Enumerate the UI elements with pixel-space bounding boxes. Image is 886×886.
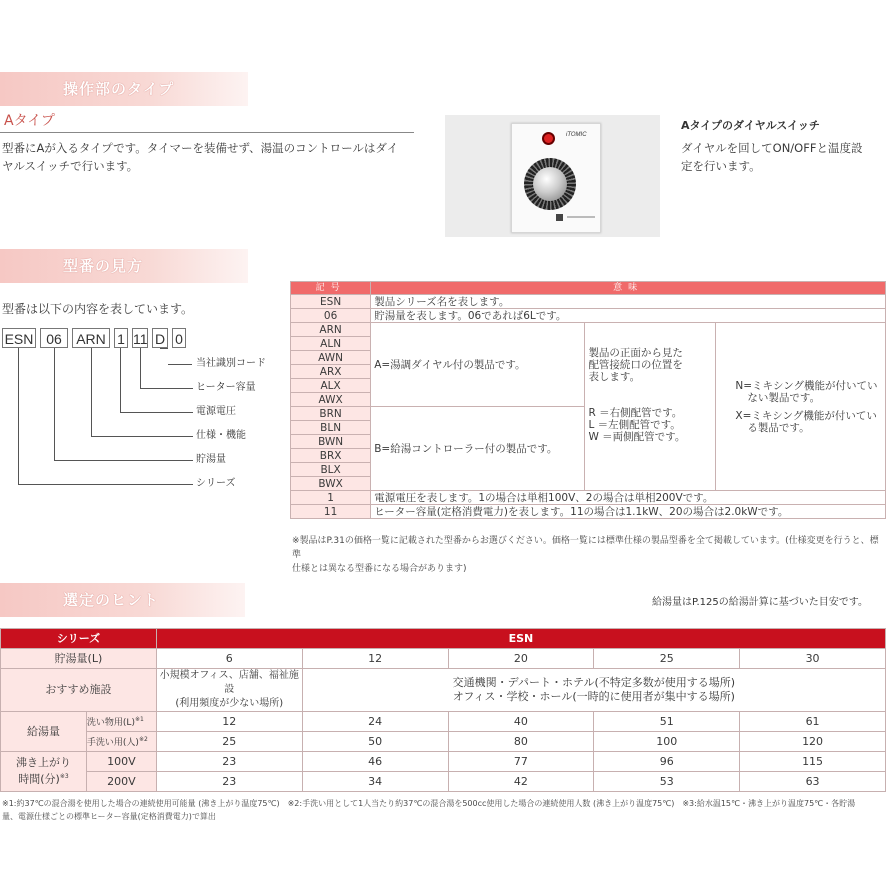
table-header-row (291, 282, 886, 295)
header-meaning: 意味 (371, 282, 886, 295)
a-type-cell: A=湯調ダイヤル付の製品です。 (371, 323, 585, 407)
bracket-series (18, 348, 193, 485)
caption-title: Aタイプのダイヤルスイッチ (681, 119, 820, 132)
b-type-cell: B=給湯コントローラー付の製品です。 (371, 407, 585, 491)
dial-knob-icon (533, 167, 567, 201)
series-label: シリーズ (1, 629, 157, 649)
table-row: 11 ヒーター容量(定格消費電力)を表します。11の場合は1.1kW、20の場合は2.0kWです。 (291, 505, 886, 519)
capacity-row: 貯湯量(L) 6 12 20 25 30 (1, 649, 886, 669)
position-rlw-cell: R ＝右側配管です。 L ＝左側配管です。 W ＝両側配管です。 (585, 407, 716, 491)
wash-row: 給湯量 洗い物用$(L)^{※1}$ 12 24 40 51 61 (1, 712, 886, 732)
table-row: ALX (291, 379, 886, 393)
label-heater: ヒーター容量 (196, 382, 256, 393)
panel-print (567, 216, 595, 218)
position-desc-cell: 製品の正面から見た 配管接続口の位置を 表します。 (585, 323, 716, 407)
label-series: シリーズ (196, 478, 236, 489)
code-maker-0: 0 (172, 328, 186, 348)
label-capacity: 貯湯量 (196, 454, 226, 465)
power-lamp-icon (542, 132, 555, 145)
hint-basis-note: 給湯量はP.125の給湯計算に基づいた目安です。 (652, 597, 868, 608)
code-capacity: 06 (40, 328, 68, 348)
section-band-model (0, 249, 248, 283)
code-function: ARN (72, 328, 110, 348)
hand-row: 手洗い用(人)$^{※2}$ 25 50 80 100 120 (1, 732, 886, 752)
facility-row: おすすめ施設 小規模オフィス、店舗、福祉施設 (利用頻度が少ない場所) 交通機関・デパート・ホテル(不特定多数が使用する場所) オフィス・学校・ホール(一時的に使用者が集中する場所) (1, 669, 886, 712)
boil-200v-row: 200V 23 34 42 53 63 (1, 772, 886, 792)
label-maker-code: 当社識別コード (196, 358, 266, 369)
table-row: ALN (291, 337, 886, 351)
label-voltage: 電源電圧 (196, 406, 236, 417)
section-title-operation: 操作部のタイプ (63, 80, 175, 98)
label-function: 仕様・機能 (196, 430, 246, 441)
table-row: 06 貯湯量を表します。06であれば6Lです。 (291, 309, 886, 323)
table-row: ARN A=湯調ダイヤル付の製品です。 製品の正面から見た 配管接続口の位置を 表します。 N=ミキシング機能が付いてい ない製品です。 X=ミキシング機能が付いてい る製品です。 (291, 323, 886, 337)
table-row: ESN 製品シリーズ名を表します。 (291, 295, 886, 309)
table-row: BWN (291, 435, 886, 449)
type-heading: Aタイプ (4, 113, 55, 129)
type-description: 型番にAが入るタイプです。タイマーを装備せず、湯温のコントロールはダイ ヤルスイッチで行います。 (2, 141, 399, 173)
code-heater: 11 (132, 328, 148, 348)
table-row: BRN B=給湯コントローラー付の製品です。 R ＝右側配管です。 L ＝左側配管です。 W ＝両側配管です。 (291, 407, 886, 421)
table-row: 1 電源電圧を表します。1の場合は単相100V、2の場合は単相200Vです。 (291, 491, 886, 505)
hint-footnotes: ※1:約37℃の混合湯を使用した場合の連続使用可能量 (沸き上がり温度75℃) ※2:手洗い用として1人当たり約37℃の混合湯を500cc使用した場合の連続使用人数 (沸き上がり温度75℃) ※3:給水温15℃・沸き上がり温度75℃・各貯湯 量、電源仕様ごとの標準ヒーター容量(定格消費電力)で算出 (2, 799, 856, 821)
caption-text: ダイヤルを回してON/OFFと温度設 定を行います。 (681, 141, 863, 173)
table-row: BWX (291, 477, 886, 491)
selection-hint-table (0, 628, 886, 792)
section-band-hint (0, 583, 245, 617)
code-series: ESN (2, 328, 36, 348)
header-key: 記号 (291, 282, 371, 295)
small-logo-icon (556, 214, 563, 221)
section-band-operation (0, 72, 248, 106)
brand-logo: iTOMIC (566, 132, 587, 138)
dial-switch-photo (445, 115, 660, 237)
boil-100v-row: 沸き上がり 時間(分)$^{※3}$ 100V 23 46 77 96 115 (1, 752, 886, 772)
code-maker-d: D (152, 328, 168, 348)
section-title-model: 型番の見方 (63, 257, 144, 275)
model-note: ※製品はP.31の価格一覧に記載された型番からお選びください。価格一覧には標準仕様の製品型番を全て掲載しています。(仕様変更を行うと、標準 仕様とは異なる型番になる場合があります) (292, 536, 879, 574)
section-title-hint: 選定のヒント (63, 591, 160, 609)
table-row: BLN (291, 421, 886, 435)
model-meaning-table (290, 281, 886, 519)
table-row: BLX (291, 463, 886, 477)
series-row (1, 629, 886, 649)
table-row: AWN (291, 351, 886, 365)
code-voltage: 1 (114, 328, 128, 348)
type-heading-rule (0, 132, 414, 133)
series-value: ESN (156, 629, 885, 649)
table-row: AWX (291, 393, 886, 407)
switch-panel (511, 123, 601, 233)
table-row: ARX (291, 365, 886, 379)
model-intro: 型番は以下の内容を表しています。 (2, 302, 194, 316)
table-row: BRX (291, 449, 886, 463)
mixing-cell: N=ミキシング機能が付いてい ない製品です。 X=ミキシング機能が付いてい る製品です。 (716, 323, 886, 491)
